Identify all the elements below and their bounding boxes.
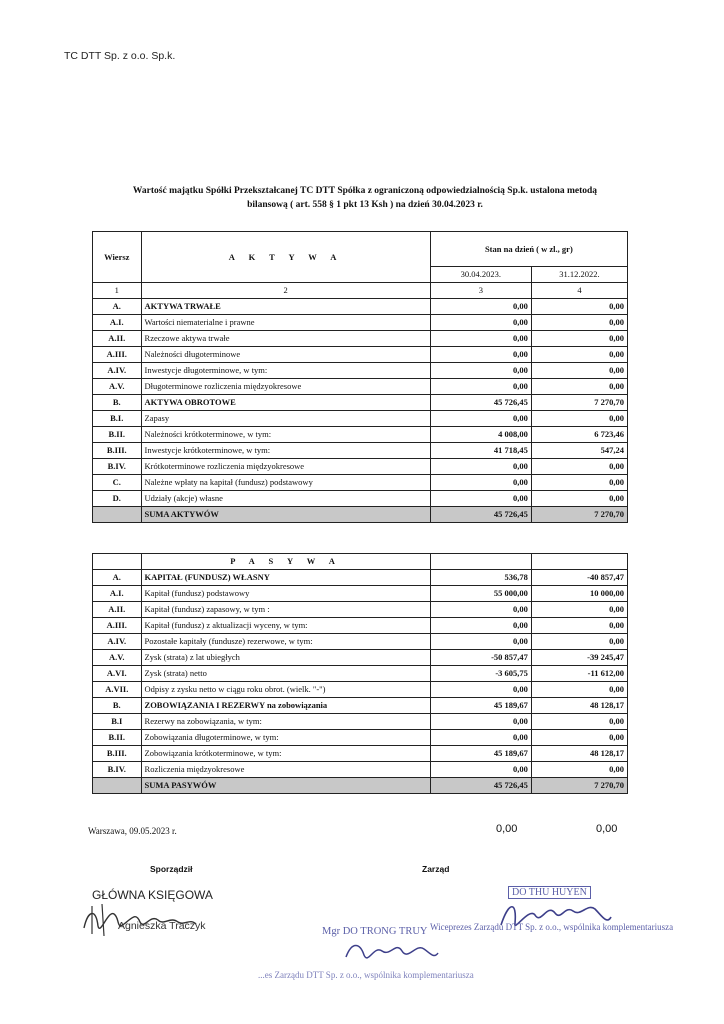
liability-value-2: 0,00	[531, 618, 627, 634]
liability-value-2: 48 128,17	[531, 698, 627, 714]
stamp-role-2: ...es Zarządu DTT Sp. z o.o., wspólnika komplementariusza	[258, 970, 474, 980]
liability-label: Pozostałe kapitały (fundusze) rezerwowe, w tym:	[141, 634, 430, 650]
asset-row	[93, 331, 628, 347]
asset-label: Inwestycje krótkoterminowe, w tym:	[141, 443, 430, 459]
col-number-1: 1	[93, 283, 142, 299]
assets-total-v2: 7 270,70	[531, 507, 627, 523]
liability-code: B.III.	[93, 746, 142, 762]
liability-row	[93, 666, 628, 682]
liability-value-1: -3 605,75	[430, 666, 531, 682]
asset-value-1: 0,00	[430, 491, 531, 507]
assets-total-v1: 45 726,45	[430, 507, 531, 523]
liability-value-2: -40 857,47	[531, 570, 627, 586]
header-stan: Stan na dzień ( w zl., gr)	[430, 232, 627, 267]
stamp-name-2: Mgr DO TRONG TRUY	[322, 926, 428, 937]
liability-value-1: 0,00	[430, 762, 531, 778]
stamp-role-1: Wiceprezes Zarządu DTT Sp. z o.o., wspólnika komplementariusza	[430, 922, 674, 932]
asset-row	[93, 459, 628, 475]
document-title	[92, 184, 638, 212]
liability-value-1: 0,00	[430, 634, 531, 650]
asset-value-1: 0,00	[430, 347, 531, 363]
col-number-2: 2	[141, 283, 430, 299]
asset-row	[93, 475, 628, 491]
chief-accountant-label: GŁÓWNA KSIĘGOWA	[92, 888, 213, 902]
asset-label: Wartości niematerialne i prawne	[141, 315, 430, 331]
difference-2: 0,00	[596, 823, 618, 835]
assets-total-row	[93, 507, 628, 523]
asset-code: A.	[93, 299, 142, 315]
liability-label: Kapitał (fundusz) zapasowy, w tym :	[141, 602, 430, 618]
col-number-3: 3	[430, 283, 531, 299]
asset-label: Długoterminowe rozliczenia międzyokresowe	[141, 379, 430, 395]
asset-code: B.	[93, 395, 142, 411]
company-name: TC DTT Sp. z o.o. Sp.k.	[64, 50, 176, 62]
header-aktywa: A K T Y W A	[141, 232, 430, 283]
asset-code: A.IV.	[93, 363, 142, 379]
asset-value-1: 0,00	[430, 379, 531, 395]
asset-code: B.III.	[93, 443, 142, 459]
asset-label: Należne wpłaty na kapitał (fundusz) podstawowy	[141, 475, 430, 491]
asset-code: B.I.	[93, 411, 142, 427]
liability-code: A.VI.	[93, 666, 142, 682]
liability-code: A.III.	[93, 618, 142, 634]
asset-value-1: 0,00	[430, 299, 531, 315]
liability-row	[93, 698, 628, 714]
liability-value-2: 0,00	[531, 714, 627, 730]
title-line-2: bilansową ( art. 558 § 1 pkt 13 Ksh ) na dzień 30.04.2023 r.	[247, 200, 483, 210]
header-wiersz: Wiersz	[93, 232, 142, 283]
liability-code: A.I.	[93, 586, 142, 602]
asset-row	[93, 299, 628, 315]
liability-value-1: -50 857,47	[430, 650, 531, 666]
stamp-name-1: DO THU HUYEN	[508, 886, 591, 899]
liability-code: A.	[93, 570, 142, 586]
liability-value-1: 0,00	[430, 730, 531, 746]
asset-label: AKTYWA TRWAŁE	[141, 299, 430, 315]
asset-value-2: 0,00	[531, 379, 627, 395]
board-signature-2	[340, 935, 440, 967]
liability-label: Zobowiązania krótkoterminowe, w tym:	[141, 746, 430, 762]
liability-code: A.VII.	[93, 682, 142, 698]
liability-value-2: 10 000,00	[531, 586, 627, 602]
liability-row	[93, 634, 628, 650]
liability-value-1: 55 000,00	[430, 586, 531, 602]
liability-row	[93, 730, 628, 746]
accountant-signature	[78, 900, 228, 940]
asset-value-2: 0,00	[531, 491, 627, 507]
liability-value-2: 0,00	[531, 762, 627, 778]
asset-value-2: 547,24	[531, 443, 627, 459]
asset-code: D.	[93, 491, 142, 507]
asset-label: Rzeczowe aktywa trwałe	[141, 331, 430, 347]
liability-value-2: 48 128,17	[531, 746, 627, 762]
liability-code: B.	[93, 698, 142, 714]
liabilities-body	[93, 570, 628, 778]
liability-value-2: 0,00	[531, 634, 627, 650]
liabilities-table	[92, 553, 628, 794]
liability-label: Kapitał (fundusz) podstawowy	[141, 586, 430, 602]
liability-value-2: 0,00	[531, 682, 627, 698]
liability-code: A.IV.	[93, 634, 142, 650]
liability-label: Kapitał (fundusz) z aktualizacji wyceny, w tym:	[141, 618, 430, 634]
asset-value-1: 0,00	[430, 363, 531, 379]
asset-label: Zapasy	[141, 411, 430, 427]
asset-row	[93, 395, 628, 411]
prepared-by-label: Sporządził	[150, 864, 193, 874]
liability-code: B.IV.	[93, 762, 142, 778]
liability-value-1: 0,00	[430, 682, 531, 698]
liability-row	[93, 602, 628, 618]
header-pasywa: P A S Y W A	[141, 554, 430, 570]
liabilities-total-row	[93, 778, 628, 794]
liability-value-1: 0,00	[430, 602, 531, 618]
asset-label: Należności krótkoterminowe, w tym:	[141, 427, 430, 443]
liability-row	[93, 618, 628, 634]
asset-row	[93, 379, 628, 395]
liability-row	[93, 746, 628, 762]
asset-value-1: 45 726,45	[430, 395, 531, 411]
asset-value-2: 0,00	[531, 475, 627, 491]
liability-code: A.II.	[93, 602, 142, 618]
liability-value-1: 45 189,67	[430, 746, 531, 762]
asset-row	[93, 443, 628, 459]
asset-value-1: 4 008,00	[430, 427, 531, 443]
asset-row	[93, 315, 628, 331]
asset-value-2: 0,00	[531, 315, 627, 331]
assets-body	[93, 299, 628, 507]
asset-value-1: 0,00	[430, 331, 531, 347]
asset-code: A.II.	[93, 331, 142, 347]
liability-value-1: 536,78	[430, 570, 531, 586]
asset-row	[93, 347, 628, 363]
asset-code: A.III.	[93, 347, 142, 363]
header-date-1: 30.04.2023.	[430, 267, 531, 283]
asset-value-2: 0,00	[531, 331, 627, 347]
asset-code: A.V.	[93, 379, 142, 395]
asset-row	[93, 427, 628, 443]
liability-label: Zysk (strata) z lat ubiegłych	[141, 650, 430, 666]
liability-row	[93, 650, 628, 666]
asset-value-1: 0,00	[430, 411, 531, 427]
header-date-2: 31.12.2022.	[531, 267, 627, 283]
asset-value-2: 0,00	[531, 459, 627, 475]
asset-label: Krótkoterminowe rozliczenia międzyokresowe	[141, 459, 430, 475]
liability-label: ZOBOWIĄZANIA I REZERWY na zobowiązania	[141, 698, 430, 714]
asset-row	[93, 363, 628, 379]
liability-label: Rezerwy na zobowiązania, w tym:	[141, 714, 430, 730]
asset-value-2: 7 270,70	[531, 395, 627, 411]
assets-total-label: SUMA AKTYWÓW	[141, 507, 430, 523]
liability-label: Rozliczenia międzyokresowe	[141, 762, 430, 778]
liability-value-2: -39 245,47	[531, 650, 627, 666]
asset-value-1: 0,00	[430, 315, 531, 331]
liability-value-1: 0,00	[430, 714, 531, 730]
asset-value-1: 41 718,45	[430, 443, 531, 459]
liability-code: B.I	[93, 714, 142, 730]
place-date: Warszawa, 09.05.2023 r.	[88, 826, 177, 836]
asset-value-2: 0,00	[531, 411, 627, 427]
asset-value-2: 0,00	[531, 299, 627, 315]
liabilities-total-v2: 7 270,70	[531, 778, 627, 794]
liability-label: KAPITAŁ (FUNDUSZ) WŁASNY	[141, 570, 430, 586]
asset-label: AKTYWA OBROTOWE	[141, 395, 430, 411]
liability-value-1: 45 189,67	[430, 698, 531, 714]
liabilities-total-v1: 45 726,45	[430, 778, 531, 794]
col-number-4: 4	[531, 283, 627, 299]
board-label: Zarząd	[422, 864, 450, 874]
liability-row	[93, 762, 628, 778]
liability-label: Zobowiązania długoterminowe, w tym:	[141, 730, 430, 746]
asset-code: A.I.	[93, 315, 142, 331]
liability-value-2: 0,00	[531, 602, 627, 618]
asset-label: Udziały (akcje) własne	[141, 491, 430, 507]
difference-1: 0,00	[496, 823, 518, 835]
liability-row	[93, 570, 628, 586]
asset-row	[93, 491, 628, 507]
asset-code: B.IV.	[93, 459, 142, 475]
liability-row	[93, 714, 628, 730]
asset-label: Inwestycje długoterminowe, w tym:	[141, 363, 430, 379]
assets-table	[92, 231, 628, 523]
asset-code: B.II.	[93, 427, 142, 443]
asset-value-2: 6 723,46	[531, 427, 627, 443]
asset-label: Należności długoterminowe	[141, 347, 430, 363]
asset-row	[93, 411, 628, 427]
title-line-1: Wartość majątku Spółki Przekształcanej TC DTT Spółka z ograniczoną odpowiedzialnością Sp.k. ustalona metodą	[132, 186, 598, 196]
liability-value-2: -11 612,00	[531, 666, 627, 682]
asset-value-2: 0,00	[531, 363, 627, 379]
liability-code: B.II.	[93, 730, 142, 746]
liability-value-2: 0,00	[531, 730, 627, 746]
liability-label: Zysk (strata) netto	[141, 666, 430, 682]
liability-code: A.V.	[93, 650, 142, 666]
asset-value-1: 0,00	[430, 475, 531, 491]
liability-row	[93, 586, 628, 602]
accountant-name: Agnieszka Traczyk	[118, 920, 206, 932]
asset-code: C.	[93, 475, 142, 491]
liabilities-total-label: SUMA PASYWÓW	[141, 778, 430, 794]
asset-value-2: 0,00	[531, 347, 627, 363]
liability-label: Odpisy z zysku netto w ciągu roku obrot. (wielk. "-")	[141, 682, 430, 698]
asset-value-1: 0,00	[430, 459, 531, 475]
liability-value-1: 0,00	[430, 618, 531, 634]
liability-row	[93, 682, 628, 698]
